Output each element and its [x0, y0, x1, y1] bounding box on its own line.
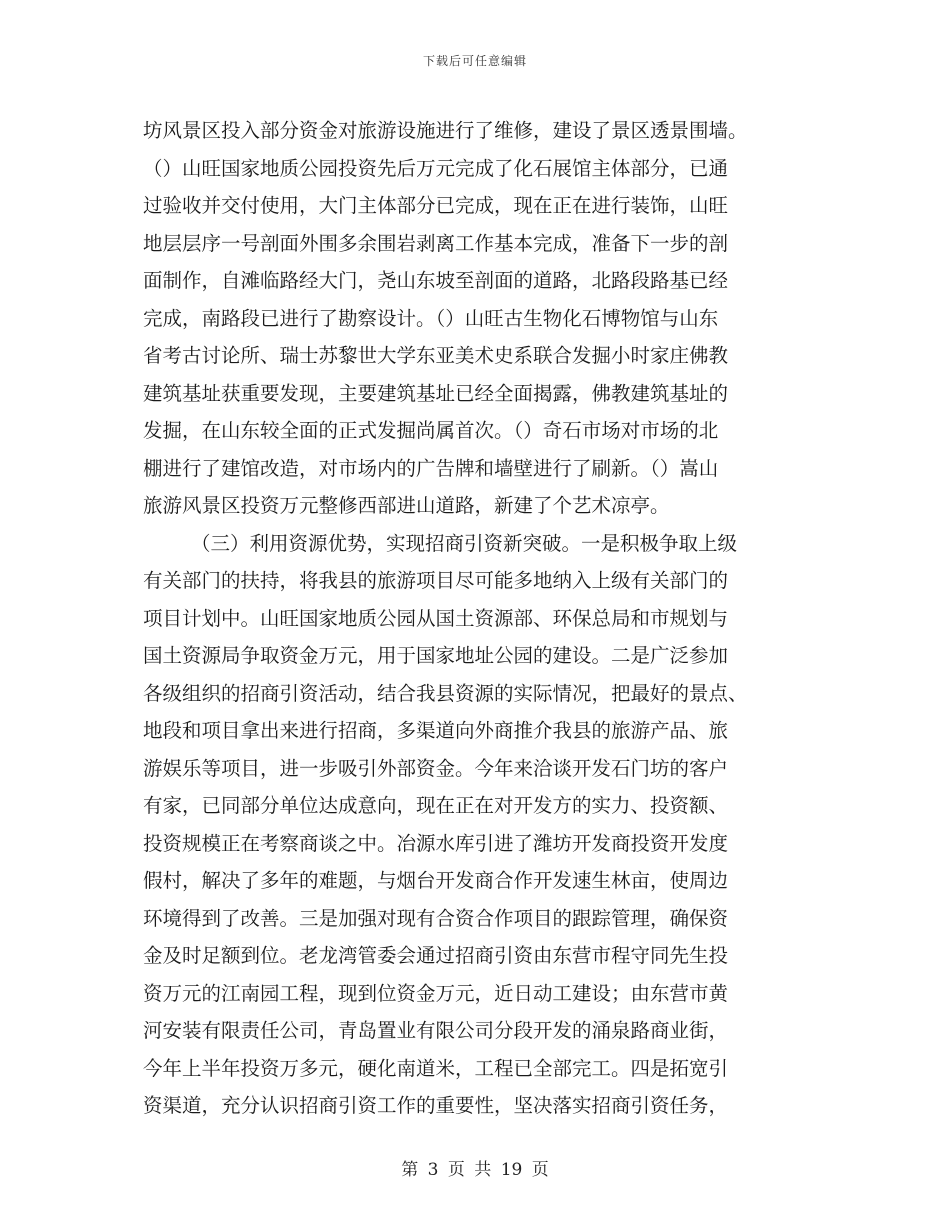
text-line: 发掘，在山东较全面的正式发掘尚属首次。（）奇石市场对市场的北 — [143, 419, 719, 442]
text-line: 旅游风景区投资万元整修西部进山道路，新建了个艺术凉亭。 — [143, 494, 670, 517]
text-line: 资万元的江南园工程，现到位资金万元，近日动工建设；由东营市黄 — [143, 981, 729, 1005]
page-header-note: 下载后可任意编辑 — [422, 54, 527, 68]
text-line: 金及时足额到位。老龙湾管委会通过招商引资由东营市程守同先生投 — [143, 944, 729, 967]
text-line: 棚进行了建馆改造，对市场内的广告牌和墙壁进行了刷新。（）嵩山 — [143, 456, 719, 480]
text-line: 有关部门的扶持，将我县的旅游项目尽可能多地纳入上级有关部门的 — [143, 569, 729, 592]
text-line: 省考古讨论所、瑞士苏黎世大学东亚美术史系联合发掘小时家庄佛教 — [143, 344, 729, 367]
text-line: 建筑基址获重要发现，主要建筑基址已经全面揭露，佛教建筑基址的 — [143, 381, 729, 405]
page-number: 第 3 页 共 19 页 — [401, 1160, 549, 1180]
text-line: 投资规模正在考察商谈之中。冶源水库引进了潍坊开发商投资开发度 — [143, 831, 729, 855]
text-line: （）山旺国家地质公园投资先后万元完成了化石展馆主体部分，已通 — [143, 156, 729, 180]
section-heading-line: （三）利用资源优势，实现招商引资新突破。一是积极争取上级 — [191, 531, 738, 555]
text-line: 环境得到了改善。三是加强对现有合资合作项目的跟踪管理，确保资 — [143, 906, 729, 930]
text-line: 地段和项目拿出来进行招商，多渠道向外商推介我县的旅游产品、旅 — [143, 719, 729, 742]
text-line: 完成，南路段已进行了勘察设计。（）山旺古生物化石博物馆与山东 — [143, 306, 719, 330]
text-line: 坊风景区投入部分资金对旅游设施进行了维修，建设了景区透景围墙。 — [143, 119, 748, 142]
text-line: 项目计划中。山旺国家地质公园从国土资源部、环保总局和市规划与 — [143, 606, 729, 630]
text-line: 地层层序一号剖面外围多余围岩剥离工作基本完成，准备下一步的剖 — [143, 231, 729, 255]
text-line: 游娱乐等项目，进一步吸引外部资金。今年来洽谈开发石门坊的客户 — [143, 756, 729, 780]
text-line: 今年上半年投资万多元，硬化南道米，工程已全部完工。四是拓宽引 — [143, 1056, 729, 1080]
text-line: 过验收并交付使用，大门主体部分已完成，现在正在进行装饰，山旺 — [143, 194, 729, 217]
text-line: 有家，已同部分单位达成意向，现在正在对开发方的实力、投资额、 — [143, 794, 729, 817]
text-line: 河安装有限责任公司，青岛置业有限公司分段开发的涌泉路商业街， — [143, 1019, 729, 1042]
text-line: 国土资源局争取资金万元，用于国家地址公园的建设。二是广泛参加 — [143, 644, 729, 667]
text-line: 假村，解决了多年的难题，与烟台开发商合作开发速生林亩，使周边 — [143, 869, 729, 892]
text-line: 面制作，自滩临路经大门，尧山东坡至剖面的道路，北路段路基已经 — [143, 269, 729, 292]
document-body — [143, 112, 808, 1125]
text-line: 资渠道，充分认识招商引资工作的重要性，坚决落实招商引资任务， — [143, 1094, 729, 1117]
text-line: 各级组织的招商引资活动，结合我县资源的实际情况，把最好的景点、 — [143, 681, 748, 705]
